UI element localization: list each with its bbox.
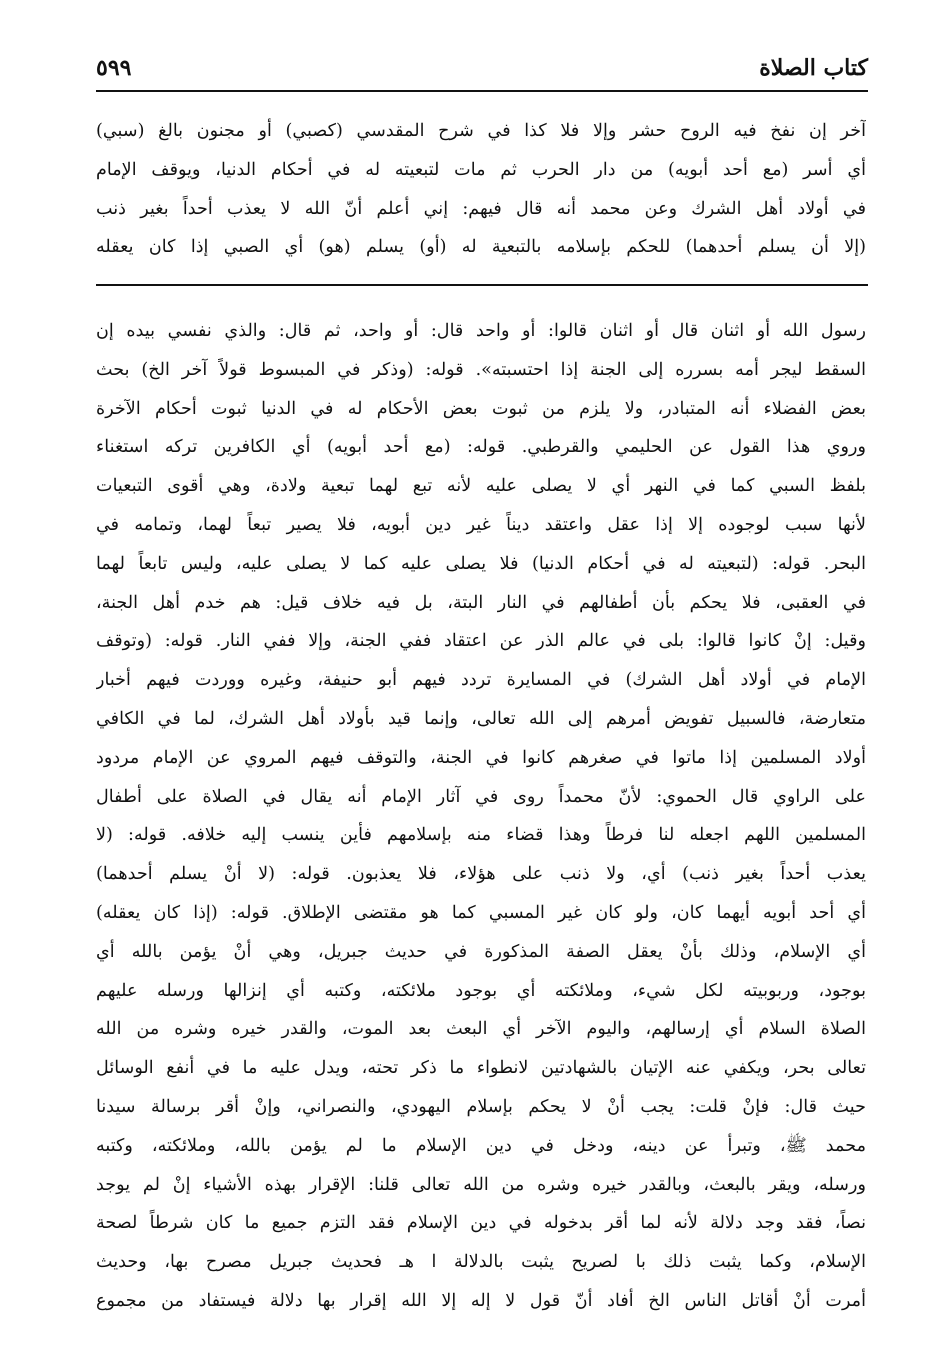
commentary-line: محمد ﷺ، وتبرأ عن دينه، ودخل في دين الإسلام ما لم يؤمن بالله، وملائكته، وكتبه bbox=[96, 1135, 866, 1156]
commentary-line: يعذب أحداً بغير ذنب) أي، ولا ذنب على هؤلاء، فلا يعذبون. قوله: (لا أنْ يسلم أحدهما) bbox=[96, 864, 866, 885]
commentary-line: البحر. قوله: (لتبعيته له في أحكام الدنيا) فلا يصلى عليه كما لا يصلى عليه، وليس تابعاً لهما bbox=[96, 553, 866, 574]
page-header bbox=[96, 46, 868, 92]
commentary-line: الصلاة السلام أي إرسالهم، واليوم الآخر أي البعث بعد الموت، والقدر خيره وشره من الله bbox=[96, 1019, 866, 1040]
commentary-line: أي أحد أبويه أيهما كان، ولو كان غير المسبي كما هو مقتضى الإطلاق. قوله: (إذا كان يعقله) bbox=[96, 902, 866, 923]
commentary-line: الإمام في أولاد أهل الشرك) في المسايرة تردد فيهم أبو حنيفة، وغيره ووردت فيهم أخبار bbox=[96, 670, 866, 691]
commentary-line: أمرت أنْ أقاتل الناس الخ أفاد أنّ قول لا إله إلا الله إقرار بها دلالة فيستفاد من مجموع bbox=[96, 1290, 866, 1311]
commentary-line: ورسله، ويقر بالبعث، وبالقدر خيره وشره من الله تعالى قلنا: الإقرار بهذه الأشياء إنْ لم يوجد bbox=[96, 1174, 866, 1195]
running-title: كتاب الصلاة bbox=[759, 55, 868, 81]
main-text-line: في أولاد أهل الشرك وعن محمد أنه قال فيهم: إني أعلم أنّ الله لا يعذب أحداً بغير ذنب bbox=[96, 198, 866, 219]
commentary-line: بوجود، وربوبيته لكل شيء، وملائكته أي بوجود ملائكته، وكتبه أي إنزالها ورسله عليهم bbox=[96, 980, 866, 1001]
main-text-line: (إلا أن يسلم أحدهما) للحكم بإسلامه بالتبعية له (أو) يسلم (هو) أي الصبي إذا كان يعقله bbox=[96, 237, 866, 258]
commentary-line: أي الإسلام، وذلك بأنْ يعقل الصفة المذكورة في حديث جبريل، وهي أنْ يؤمن بالله أي bbox=[96, 941, 866, 962]
commentary bbox=[96, 312, 866, 1321]
main-text bbox=[96, 112, 866, 267]
commentary-line: تعالى بحر، ويكفي عنه الإتيان بالشهادتين لانطواء ما ذكر تحته، ويدل عليه ما في أنفع الوسائل bbox=[96, 1058, 866, 1079]
commentary-line: المسلمين اللهم اجعله لنا فرطاً وهذا قضاء منه بإسلامهم فأين ينسب إليه خلافه. قوله: (لا bbox=[96, 825, 866, 846]
commentary-line: حيث قال: فإنْ قلت: يجب أنْ لا يحكم بإسلام اليهودي، والنصراني، وإنْ أقر برسالة سيدنا bbox=[96, 1096, 866, 1117]
commentary-line: رسول الله أو اثنان قال أو اثنان قالوا: أو واحد قال: أو واحد، ثم قال: والذي نفسي بيده إن bbox=[96, 321, 866, 341]
commentary-line: متعارضة، فالسبيل تفويض أمرهم إلى الله تعالى، وإنما قيد بأولاد أهل الشرك، لما في الكافي bbox=[96, 708, 866, 729]
commentary-line: أولاد المسلمين إذا ماتوا في صغرهم كانوا في الجنة، والتوقف فيهم المروي عن الإمام مردود bbox=[96, 747, 866, 768]
commentary-line: لأنها سبب لوجوده إلا إذا عقل واعتقد ديناً غير دين أبويه، فلا يصير تبعاً لهما، وتمامه في bbox=[96, 514, 866, 535]
section-divider bbox=[96, 284, 868, 286]
commentary-line: في العقبى، فلا يحكم بأن أطفالهم في النار البتة، بل فيه خلاف قيل: هم خدم أهل الجنة، bbox=[96, 592, 866, 613]
main-text-line: أي أسر (مع أحد أبويه) من دار الحرب ثم مات لتبعيته له في أحكام الدنيا، ويوقف الإمام bbox=[96, 159, 866, 180]
commentary-line: بلفظ السبي كما في النهر أي لا يصلى عليه لأنه تبع لهما تبعية ولادة، وهي أقوى التبعيات bbox=[96, 476, 866, 497]
commentary-line: نصاً، فقد وجد دلالة لأنه لما أقر بدخوله في دين الإسلام فقد التزم جميع ما كان شرطاً لصحة bbox=[96, 1213, 866, 1234]
main-text-line: آخر إن نفخ فيه الروح حشر وإلا فلا كذا في شرح المقدسي (كصبي) أو مجنون بالغ (سبي) bbox=[96, 121, 866, 141]
commentary-line: وروي هذا القول عن الحليمي والقرطبي. قوله: (مع أحد أبويه) أي الكافرين تركه استغناء bbox=[96, 437, 866, 458]
commentary-line: السقط ليجر أمه بسرره إلى الجنة إذا احتسبته». قوله: (وذكر في المبسوط قولاً آخر الخ) بحث bbox=[96, 359, 866, 380]
commentary-line: الإسلام، وكما يثبت ذلك با لصريح يثبت بالدلالة ا هـ فحديث جبريل مصرح بها، وحديث bbox=[96, 1252, 866, 1273]
page-number: ٥٩٩ bbox=[96, 55, 132, 81]
commentary-line: بعض الفضلاء أنه المتبادر، ولا يلزم من ثبوت بعض الأحكام له في الدنيا ثبوت أحكام الآخرة bbox=[96, 398, 866, 419]
commentary-line: على الراوي قال الحموي: لأنّ محمداً روى في آثار الإمام أنه يقال في الصلاة على أطفال bbox=[96, 786, 866, 807]
commentary-line: وقيل: إنْ كانوا قالوا: بلى في عالم الذر عن اعتقاد ففي الجنة، وإلا ففي النار. قوله: (وتوقف bbox=[96, 631, 866, 652]
